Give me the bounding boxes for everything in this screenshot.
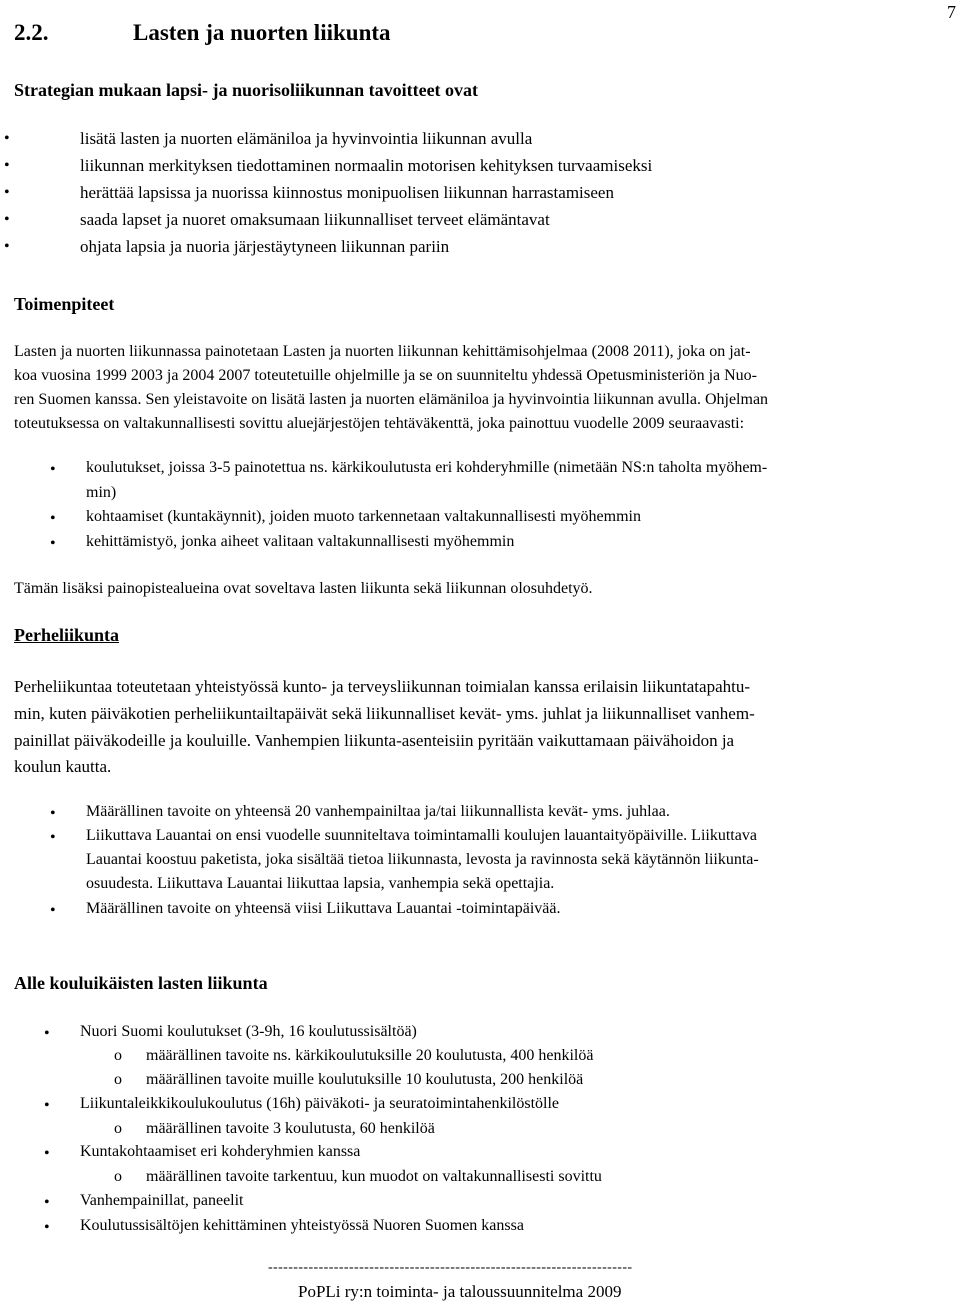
bullet-icon [44,1097,50,1115]
section-title: Lasten ja nuorten liikunta [133,20,391,45]
measures-item: kohtaamiset (kuntakäynnit), joiden muoto tarkennetaan valtakunnallisesti myöhemmin [86,508,641,525]
measures-line: ren Suomen kanssa. Sen yleistavoite on lisätä lasten ja nuorten elämäniloa ja hyvinvointia liikunnan avulla. Ohjelman [14,391,769,408]
family-item-cont: Lauantai koostuu paketista, joka sisältää tietoa liikunnasta, levosta ja ravinnosta sekä käytännön liikunta- [86,851,759,868]
school-subitem: määrällinen tavoite muille koulutuksille 10 koulutusta, 200 henkilöä [146,1071,584,1088]
goal-item: saada lapset ja nuoret omaksumaan liikunnalliset terveet elämäntavat [80,210,550,229]
family-title: Perheliikunta [14,625,120,645]
goal-item: lisätä lasten ja nuorten elämäniloa ja hyvinvointia liikunnan avulla [80,129,533,148]
measures-item-cont: min) [86,484,117,501]
family-item: Määrällinen tavoite on yhteensä 20 vanhempainiltaa ja/tai liikunnallista kevät- yms. juhlaa. [86,803,670,820]
bullet-icon [44,1145,50,1163]
family-item: Määrällinen tavoite on yhteensä viisi Liikuttava Lauantai -toimintapäivää. [86,900,561,917]
goal-item: liikunnan merkityksen tiedottaminen normaalin motorisen kehityksen turvaamiseksi [80,156,653,175]
bullet-icon [50,829,56,847]
measures-line: Lasten ja nuorten liikunnassa painotetaan Lasten ja nuorten liikunnan kehittämisohjelmaa (2008 2011), joka on jat- [14,343,751,360]
school-item: Liikuntaleikkikoulukoulutus (16h) päiväkoti- ja seuratoimintahenkilöstölle [80,1095,560,1112]
school-subitem: määrällinen tavoite 3 koulutusta, 60 henkilöä [146,1120,435,1137]
measures-title: Toimenpiteet [14,294,115,314]
sub-bullet-icon [114,1071,122,1089]
bullet-icon [4,184,10,202]
family-line: koulun kautta. [14,757,112,776]
family-line: painillat päiväkodeille ja kouluille. Vanhempien liikunta-asenteisiin pyritään vaikuttamaan päivähoidon ja [14,731,735,750]
bullet-icon [50,510,56,528]
measures-line: toteutuksessa on valtakunnallisesti sovittu aluejärjestöjen tehtäväkenttä, joka painottuu vuodelle 2009 seuraavasti: [14,415,745,432]
footer-rule: ------------------------------------------------------------------------ [268,1260,633,1275]
bullet-icon [4,211,10,229]
school-item: Koulutussisältöjen kehittäminen yhteistyössä Nuoren Suomen kanssa [80,1217,524,1234]
family-line: Perheliikuntaa toteutetaan yhteistyössä kunto- ja terveysliikunnan toimialan kanssa erilaisin liikuntatapahtu- [14,677,751,696]
family-line: min, kuten päiväkotien perheliikuntailtapäivät sekä liikunnalliset kevät- yms. juhlat ja liikunnalliset vanhem- [14,704,755,723]
bullet-icon [4,157,10,175]
school-title: Alle kouluikäisten lasten liikunta [14,973,268,993]
measures-closing: Tämän lisäksi painopistealueina ovat soveltava lasten liikunta sekä liikunnan olosuhdetyö. [14,580,593,597]
bullet-icon [44,1025,50,1043]
sub-bullet-icon [114,1047,122,1065]
bullet-icon [50,805,56,823]
bullet-icon [4,238,10,256]
bullet-icon [50,461,56,479]
bullet-icon [50,535,56,553]
bullet-icon [44,1219,50,1237]
sub-bullet-icon [114,1120,122,1138]
sub-bullet-icon [114,1168,122,1186]
bullet-icon [50,902,56,920]
measures-item: koulutukset, joissa 3-5 painotettua ns. kärkikoulutusta eri kohderyhmille (nimetään NS:n taholta myöhem- [86,459,768,476]
footer-text: PoPLi ry:n toiminta- ja taloussuunnitelma 2009 [298,1282,622,1301]
measures-line: koa vuosina 1999 2003 ja 2004 2007 toteutetuille ohjelmille ja se on suunniteltu yhdessä Opetusministeriön ja Nuo- [14,367,757,384]
goal-item: ohjata lapsia ja nuoria järjestäytyneen liikunnan pariin [80,237,450,256]
school-item: Vanhempainillat, paneelit [80,1192,244,1209]
school-item: Kuntakohtaamiset eri kohderyhmien kanssa [80,1143,361,1160]
section-number: 2.2. [14,20,49,45]
measures-item: kehittämistyö, jonka aiheet valitaan valtakunnallisesti myöhemmin [86,533,515,550]
school-subitem: määrällinen tavoite tarkentuu, kun muodot on valtakunnallisesti sovittu [146,1168,602,1185]
school-item: Nuori Suomi koulutukset (3-9h, 16 koulutussisältöä) [80,1023,417,1040]
goal-item: herättää lapsissa ja nuorissa kiinnostus monipuolisen liikunnan harrastamiseen [80,183,614,202]
goals-title: Strategian mukaan lapsi- ja nuorisoliikunnan tavoitteet ovat [14,80,479,100]
school-subitem: määrällinen tavoite ns. kärkikoulutuksille 20 koulutusta, 400 henkilöä [146,1047,594,1064]
bullet-icon [44,1194,50,1212]
bullet-icon [4,130,10,148]
family-item-cont: osuudesta. Liikuttava Lauantai liikuttaa lapsia, vanhempia sekä opettajia. [86,875,555,892]
family-item: Liikuttava Lauantai on ensi vuodelle suunniteltava toimintamalli koulujen lauantaityöpäiville. Liikuttava [86,827,757,844]
page-number: 7 [947,2,956,22]
